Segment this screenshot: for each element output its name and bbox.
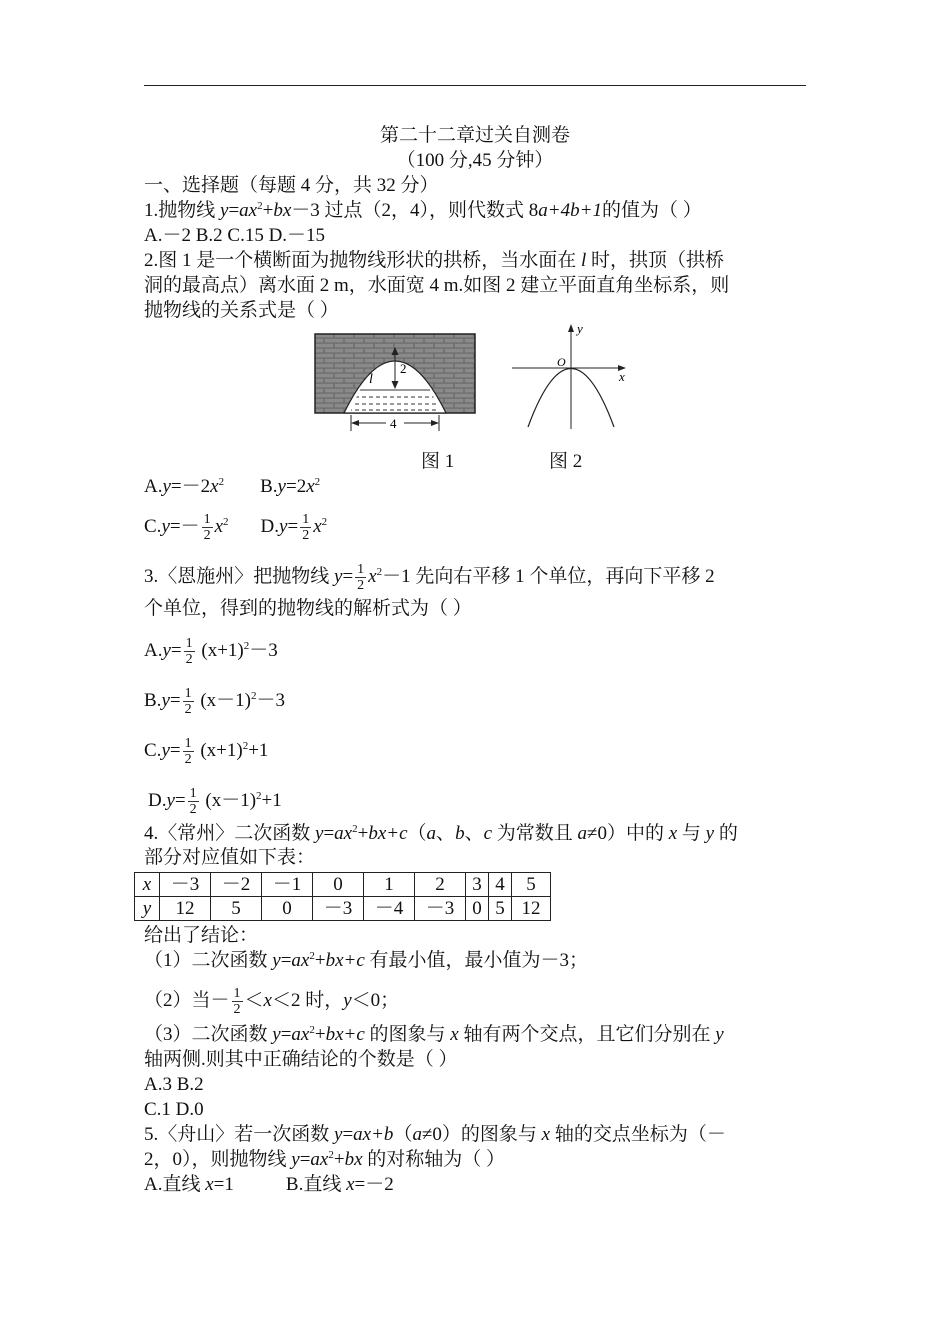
question-5-line1: 5.〈舟山〉若一次函数 y=ax+b（a≠0）的图象与 x 轴的交点坐标为（－ <box>144 1124 726 1145</box>
table-cell: 3 <box>466 873 489 897</box>
question-1-options: A.－2 B.2 C.15 D.－15 <box>144 225 326 246</box>
table-cell: 4 <box>489 873 512 897</box>
question-2-line3: 抛物线的关系式是（ ） <box>144 300 339 321</box>
value-table <box>134 872 551 921</box>
question-2-line1: 2.图 1 是一个横断面为抛物线形状的拱桥，当水面在 l 时，拱顶（拱桥 <box>144 250 725 271</box>
table-row-x <box>135 873 551 897</box>
question-1-stem: 1.抛物线 $y=ax^2+bx-3$ 过点（2，4），则代数式 8a+4b+1的值为（ ） <box>144 200 702 221</box>
question-4-line2: 部分对应值如下表： <box>144 847 316 868</box>
fraction-one-half: $\frac{1}{2}$ <box>189 786 197 817</box>
table-row-y <box>135 897 551 921</box>
fraction-one-half: $\frac{1}{2}$ <box>184 686 192 717</box>
origin-label: O <box>557 355 566 369</box>
top-rule <box>144 85 806 86</box>
question-4-prompt: 轴两侧.则其中正确结论的个数是（ ） <box>144 1049 458 1070</box>
fraction-one-half: $\frac{1}{2}$ <box>184 736 192 767</box>
question-2-options-cd: C.y=－ $\frac{1}{2}$ $x^2$ D.y= $\frac{1}{2}$ $x^2$ <box>144 512 328 543</box>
arrow-right-icon <box>431 420 439 426</box>
question-3-option-b: B.y= $\frac{1}{2}$ $(x-1)^2-3$ <box>144 686 286 717</box>
figure-2-coordinate-parabola <box>508 321 633 431</box>
question-4-options-cd: C.1 D.0 <box>144 1099 204 1120</box>
table-cell: 0 <box>262 897 313 921</box>
table-cell: 5 <box>489 897 512 921</box>
y-axis-label: y <box>577 321 583 336</box>
fraction-one-half: $\frac{1}{2}$ <box>357 562 365 593</box>
question-4-options-ab: A.3 B.2 <box>144 1074 204 1095</box>
question-2-options-ab: $A.y=-2x^2$ $B.y=2x^2$ <box>144 476 321 497</box>
question-3-line1: 3.〈恩施州〉把抛物线 y= $\frac{1}{2}$ $x^2-1$ 先向右平移 1 个单位，再向下平移 2 <box>144 562 715 593</box>
table-cell: －4 <box>364 897 415 921</box>
question-5-line2: 2，0），则抛物线 $y=ax^2+bx$ 的对称轴为（ ） <box>144 1149 506 1170</box>
question-2-line2: 洞的最高点）离水面 2 m，水面宽 4 m.如图 2 建立平面直角坐标系，则 <box>144 275 730 296</box>
conclusion-3: （3）二次函数 $y=ax^2+bx+c$ 的图象与 x 轴有两个交点，且它们分别在 y <box>144 1024 724 1045</box>
question-3-option-c: C.y= $\frac{1}{2}$ $(x+1)^2+1$ <box>144 736 269 767</box>
table-cell: 12 <box>160 897 211 921</box>
table-cell: －2 <box>211 873 262 897</box>
table-cell: 1 <box>364 873 415 897</box>
figure-1-arch-bridge <box>314 333 476 433</box>
y-axis-arrow-icon <box>568 324 574 332</box>
section-heading: 一、选择题（每题 4 分，共 32 分） <box>144 175 439 196</box>
water-level-label: l <box>369 372 373 387</box>
table-cell: －3 <box>313 897 364 921</box>
table-cell: 0 <box>466 897 489 921</box>
table-cell: －3 <box>160 873 211 897</box>
question-5-options: A.直线 x=1 B.直线 x=－2 <box>144 1174 394 1195</box>
question-3-option-d: D.y= $\frac{1}{2}$ $(x-1)^2+1$ <box>148 786 282 817</box>
fraction-one-half: $\frac{1}{2}$ <box>233 986 241 1017</box>
arrow-left-icon <box>351 420 359 426</box>
table-header-cell: y <box>135 897 160 921</box>
question-3-line2: 个单位，得到的抛物线的解析式为（ ） <box>144 598 472 619</box>
fraction-one-half: $\frac{1}{2}$ <box>302 512 310 543</box>
table-cell: 12 <box>512 897 551 921</box>
table-cell: 5 <box>512 873 551 897</box>
page-title: 第二十二章过关自测卷 <box>379 125 570 146</box>
conclusions-intro: 给出了结论： <box>144 925 259 946</box>
height-label: 2 <box>400 361 407 376</box>
table-cell: 0 <box>313 873 364 897</box>
table-cell: 5 <box>211 897 262 921</box>
x-axis-label: x <box>619 369 625 384</box>
page-subtitle: （100 分,45 分钟） <box>396 150 554 171</box>
table-cell: －3 <box>415 897 466 921</box>
conclusion-1: （1）二次函数 $y=ax^2+bx+c$ 有最小值，最小值为－3； <box>144 950 589 971</box>
fraction-one-half: $\frac{1}{2}$ <box>185 636 193 667</box>
question-4-line1: 4.〈常州〉二次函数 $y=ax^2+bx+c(a$、b、c 为常数且 a≠0）中的 x 与 y 的 <box>144 823 738 844</box>
table-cell: －1 <box>262 873 313 897</box>
figure-1-caption: 图 1 <box>421 451 455 472</box>
table-cell: 2 <box>415 873 466 897</box>
table-header-cell: x <box>135 873 160 897</box>
conclusion-2: （2）当－ $\frac{1}{2}$ ＜x＜2 时，y＜0； <box>144 986 400 1017</box>
figure-2-caption: 图 2 <box>549 451 583 472</box>
width-label: 4 <box>390 416 397 431</box>
fraction-one-half: $\frac{1}{2}$ <box>203 512 211 543</box>
question-3-option-a: A.y= $\frac{1}{2}$ $(x+1)^2-3$ <box>144 636 278 667</box>
